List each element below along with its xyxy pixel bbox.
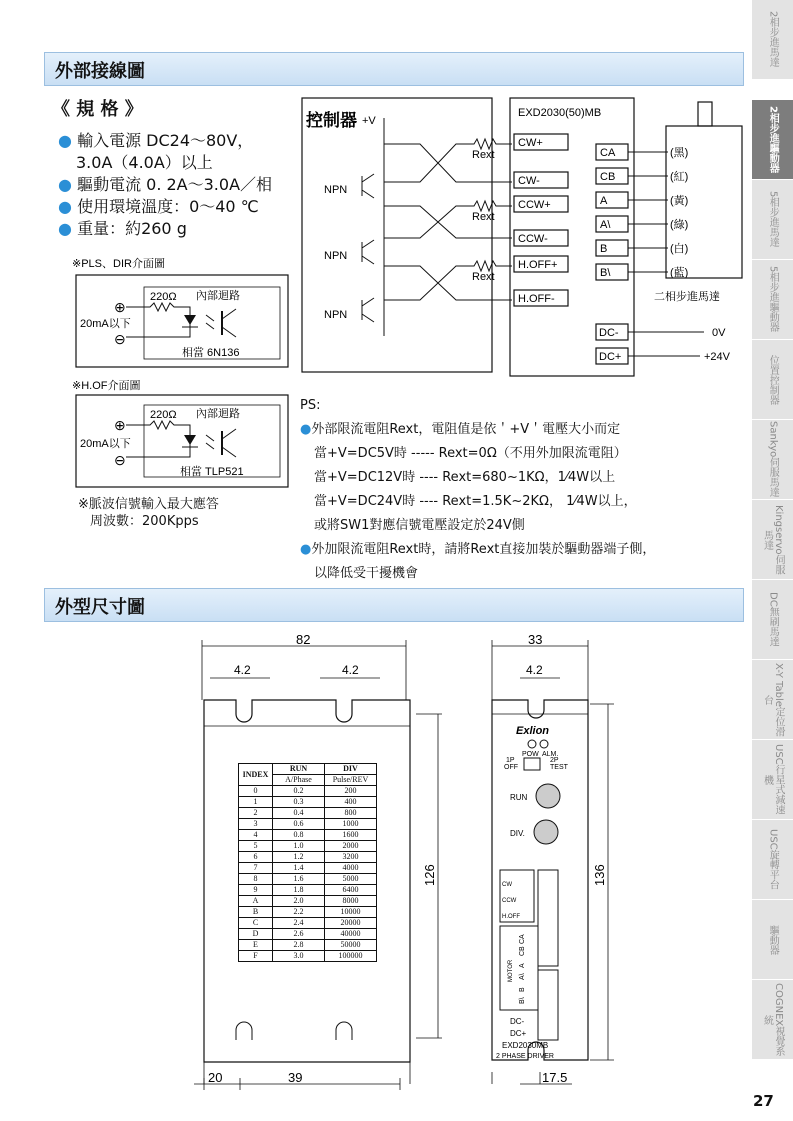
table-cell: D [239,929,273,940]
table-cell: 6400 [325,885,377,896]
index-table [238,763,377,962]
tab-kingservo[interactable] [752,500,793,580]
table-cell: 2.0 [273,896,325,907]
table-cell: 2 [239,808,273,819]
table-cell: 100000 [325,951,377,962]
spec-item [58,130,272,152]
motor-pin: CA [519,934,526,944]
table-header: INDEX [239,764,273,786]
motor-pin: B [519,987,526,992]
spec-list [58,130,272,240]
npn-label: NPN [324,250,348,262]
wiring-section-header [44,52,744,86]
table-cell: B [239,907,273,918]
bullet-icon: ● [300,542,312,557]
tab-label: 2相步進馬達 [767,11,779,68]
ps-line: 當+V=DC12V時 ---- Rext=680~1KΩ，1⁄4W以上 [314,470,616,485]
tab-2phase-driver[interactable] [752,100,793,180]
dim-side-height: 136 [592,864,607,886]
table-cell: F [239,951,273,962]
output-terminal: CA [600,147,616,159]
run-label: RUN [510,793,528,802]
power-label: 0V [712,327,726,339]
cw-label: CW [502,882,512,888]
interface-circuits [70,255,295,515]
tab-usc-reducer[interactable] [752,740,793,820]
output-terminal: CB [600,171,616,183]
table-cell: 0.3 [273,797,325,808]
transistor-icon [362,174,374,322]
output-terminal: B\ [600,267,611,279]
wire-color: (藍) [670,267,689,279]
wire-color: (紅) [670,171,689,183]
circuit2-current: 20mA以下 [80,438,131,450]
controller-label: 控制器 [306,111,357,130]
table-cell: C [239,918,273,929]
tab-xy-table[interactable] [752,660,793,740]
wire-color: (黑) [670,147,689,159]
tab-label: Kingservo伺服馬達 [761,504,784,575]
signal-terminal-block [538,870,558,966]
tab-label: USC旋轉平台 [767,829,779,890]
output-terminal: B [600,243,608,255]
driver-model: EXD2030(50)MB [518,107,602,119]
input-terminal: CCW+ [518,199,551,211]
table-cell: 6 [239,852,273,863]
wire-color: (黃) [670,195,689,207]
power-pin: DC+ [510,1029,527,1038]
table-cell: 1.6 [273,874,325,885]
power-pin: DC- [510,1017,525,1026]
pulse-note [78,496,219,530]
table-cell: A [239,896,273,907]
table-cell: 8 [239,874,273,885]
ccw-label: CCW [502,898,517,904]
table-cell: E [239,940,273,951]
table-row [239,819,377,830]
dim-side-width: 33 [528,632,543,647]
input-terminal: H.OFF- [518,293,555,305]
wire-color: (白) [670,243,689,255]
bullet-icon: ● [58,219,72,238]
table-row [239,940,377,951]
table-row [239,885,377,896]
table-row [239,907,377,918]
rext-label: Rext [472,271,495,283]
circuit2-internal: 內部迴路 [196,408,240,420]
dim-side-hole: 4.2 [526,663,543,677]
dim-hole: 4.2 [234,663,251,677]
table-cell: 0 [239,786,273,797]
page-number: 27 [753,1092,774,1110]
spec-item [58,152,272,174]
table-cell: 2.6 [273,929,325,940]
motor-pin: B\ [519,997,526,1004]
ps-line: 或將SW1對應信號電壓設定於24V側 [314,518,525,533]
circuit1-resistor: 220Ω [150,291,177,303]
table-cell: 20000 [325,918,377,929]
tab-label: 2相步進驅動器 [767,106,779,173]
div-rotary-switch[interactable] [534,820,558,844]
dip-switch[interactable] [524,758,540,770]
off-label: OFF [504,764,518,771]
spec-text: 輸入電源 DC24～80V， [77,131,254,150]
alm-led-icon [540,740,548,748]
tab-cognex[interactable] [752,980,793,1060]
pulse-note-line: ※脈波信號輸入最大應答 [78,497,219,512]
dim-width: 82 [296,632,311,647]
tab-5phase-motor[interactable] [752,180,793,260]
dimension-section-header [44,588,744,622]
light-arrow-icon [206,435,214,449]
table-row [239,863,377,874]
table-header-row [239,764,377,775]
section-title: 外型尺寸圖 [55,597,145,618]
run-rotary-switch[interactable] [536,784,560,808]
table-cell: 40000 [325,929,377,940]
circuit1-equiv: 相當 6N136 [182,347,240,359]
wiring-diagram [300,96,745,386]
led-icon [184,435,196,445]
rext-label: Rext [472,149,495,161]
circuit2-equiv: 相當 TLP521 [180,466,244,478]
motor-label: 二相步進馬達 [654,291,720,303]
input-terminal: CCW- [518,233,548,245]
motor-pin: CB [519,946,526,956]
table-cell: 1000 [325,819,377,830]
spec-text: 3.0A（4.0A）以上 [76,153,213,172]
table-row [239,896,377,907]
side-nav [752,0,793,1121]
tab-5phase-driver[interactable] [752,260,793,340]
table-cell: 2.4 [273,918,325,929]
motor-pin: A [519,963,526,968]
input-terminal: CW+ [518,137,543,149]
table-row [239,929,377,940]
brand-logo: Exlion [516,725,550,737]
table-row [239,918,377,929]
front-model: EXD2030MB [502,1041,549,1050]
table-cell: 8000 [325,896,377,907]
tab-label: 5相步進馬達 [767,191,779,248]
ps-line: ●外部限流電阻Rext，電阻值是依＇+V＇電壓大小而定 [300,422,621,437]
spec-heading: 《 規 格 》 [52,99,143,120]
spec-item [58,218,272,240]
hoff-label: H.OFF [502,914,520,920]
table-cell: 400 [325,797,377,808]
ps-line: 當+V=DC5V時 ----- Rext=0Ω（不用外加限流電阻） [314,446,627,461]
input-terminal: CW- [518,175,540,187]
circuit1-title: ※PLS、DIR介面圖 [72,258,165,270]
motor-label: MOTOR [508,959,514,982]
dim-bottom-mid: 39 [288,1070,303,1085]
table-cell: 200 [325,786,377,797]
table-cell: 50000 [325,940,377,951]
power-label: +24V [704,351,730,363]
vplus-label: +V [362,115,376,127]
table-row [239,852,377,863]
table-subheader: Pulse/REV [325,775,377,786]
table-row [239,830,377,841]
dim-side-bottom: 17.5 [542,1070,568,1085]
table-cell: 3 [239,819,273,830]
side-outline [492,700,588,1060]
table-subheader: A/Phase [273,775,325,786]
input-terminal: H.OFF+ [518,259,558,271]
led-icon [184,315,196,325]
plus-icon: ⊕ [114,417,126,433]
ps-line: 當+V=DC24V時 ---- Rext=1.5K~2KΩ， 1⁄4W以上， [314,494,637,509]
table-cell: 1.0 [273,841,325,852]
tab-usc-rotary[interactable] [752,820,793,900]
table-row [239,951,377,962]
alm-label: ALM. [542,751,559,758]
tab-label: X-Y Table定位滑台 [761,662,784,737]
circuit2-resistor: 220Ω [150,409,177,421]
test-label: TEST [550,764,568,771]
spec-text: 使用環境溫度：0～40 ℃ [77,197,259,216]
circuit1-wire [126,303,190,337]
tab-label: DC無刷馬達 [767,592,779,647]
table-cell: 2000 [325,841,377,852]
wire-color: (綠) [670,219,689,231]
motor-terminal-block [538,970,558,1040]
p1-label: 1P [506,757,515,764]
circuit2-wire [126,421,190,457]
table-cell: 2.8 [273,940,325,951]
table-cell: 0.2 [273,786,325,797]
minus-icon: ⊖ [114,331,126,347]
table-cell: 0.6 [273,819,325,830]
driver-outputs [596,144,628,364]
ps-line: ●外加限流電阻Rext時，請將Rext直接加裝於驅動器端子側， [300,542,656,557]
table-cell: 4 [239,830,273,841]
table-cell: 10000 [325,907,377,918]
pulse-note-line: 周波數：200Kpps [90,514,199,529]
dim-hole: 4.2 [342,663,359,677]
minus-icon: ⊖ [114,452,126,468]
tab-label: 位置控制器 [767,354,779,405]
pow-label: POW [522,751,539,758]
plus-icon: ⊕ [114,299,126,315]
table-cell: 5000 [325,874,377,885]
table-cell: 3.0 [273,951,325,962]
bullet-icon: ● [58,131,72,150]
driver-inputs [514,134,568,306]
table-row [239,874,377,885]
bullet-icon: ● [58,197,72,216]
table-cell: 9 [239,885,273,896]
power-terminal: DC- [599,327,619,339]
table-cell: 1.8 [273,885,325,896]
tab-label: 5相步進驅動器 [767,266,779,333]
npn-label: NPN [324,309,348,321]
tab-sankyo[interactable] [752,420,793,500]
light-arrow-icon [206,315,214,329]
table-cell: 5 [239,841,273,852]
table-cell: 2.2 [273,907,325,918]
circuit2-title: ※H.OF介面圖 [72,380,141,392]
div-label: DIV. [510,829,525,838]
ps-notes [300,394,655,586]
rext-label: Rext [472,211,495,223]
npn-transistors [324,174,374,322]
dim-bottom-left: 20 [208,1070,223,1085]
power-terminal: DC+ [599,351,622,363]
spec-text: 重量：約260 g [77,219,187,238]
circuit1-internal: 內部迴路 [196,290,240,302]
tab-label: USC行星式減速機 [761,744,784,815]
table-cell: 0.8 [273,830,325,841]
table-cell: 800 [325,808,377,819]
tab-2phase-motor[interactable] [752,0,793,80]
circuit1-current: 20mA以下 [80,318,131,330]
table-row [239,797,377,808]
spec-item [58,174,272,196]
motor-pin: A\ [519,973,526,980]
motor-shaft [698,102,712,126]
table-header: RUN [273,764,325,775]
table-cell: 0.4 [273,808,325,819]
table-cell: 7 [239,863,273,874]
pow-led-icon [528,740,536,748]
table-cell: 4000 [325,863,377,874]
side-dimension-drawing [480,632,620,1092]
table-cell: 1600 [325,830,377,841]
output-terminal: A\ [600,219,611,231]
table-cell: 1.4 [273,863,325,874]
controller-box [302,98,492,372]
tab-label: 驅動器 [767,924,779,955]
spec-text: 驅動電流 0. 2A～3.0A／相 [77,175,273,194]
ps-line: 以降低受干擾機會 [314,566,419,581]
table-row [239,841,377,852]
bullet-icon: ● [58,175,72,194]
dim-height: 126 [422,864,437,886]
table-cell: 1 [239,797,273,808]
output-terminal: A [600,195,608,207]
tab-dc-brushless[interactable] [752,580,793,660]
bullet-icon: ● [300,422,312,437]
tab-label: Sankyo伺服馬達 [767,421,779,498]
ps-title: PS: [300,398,321,413]
tab-position-controller[interactable] [752,340,793,420]
p2-label: 2P [550,757,559,764]
table-header: DIV [325,764,377,775]
npn-label: NPN [324,184,348,196]
wire-colors [670,146,688,279]
table-cell: 1.2 [273,852,325,863]
front-sub: 2 PHASE DRIVER [496,1053,554,1060]
table-cell: 3200 [325,852,377,863]
spec-item [58,196,272,218]
table-row [239,808,377,819]
tab-label: COGNEX視覺系統 [761,982,784,1057]
section-title: 外部接線圖 [55,61,145,82]
table-row [239,786,377,797]
tab-driver[interactable] [752,900,793,980]
